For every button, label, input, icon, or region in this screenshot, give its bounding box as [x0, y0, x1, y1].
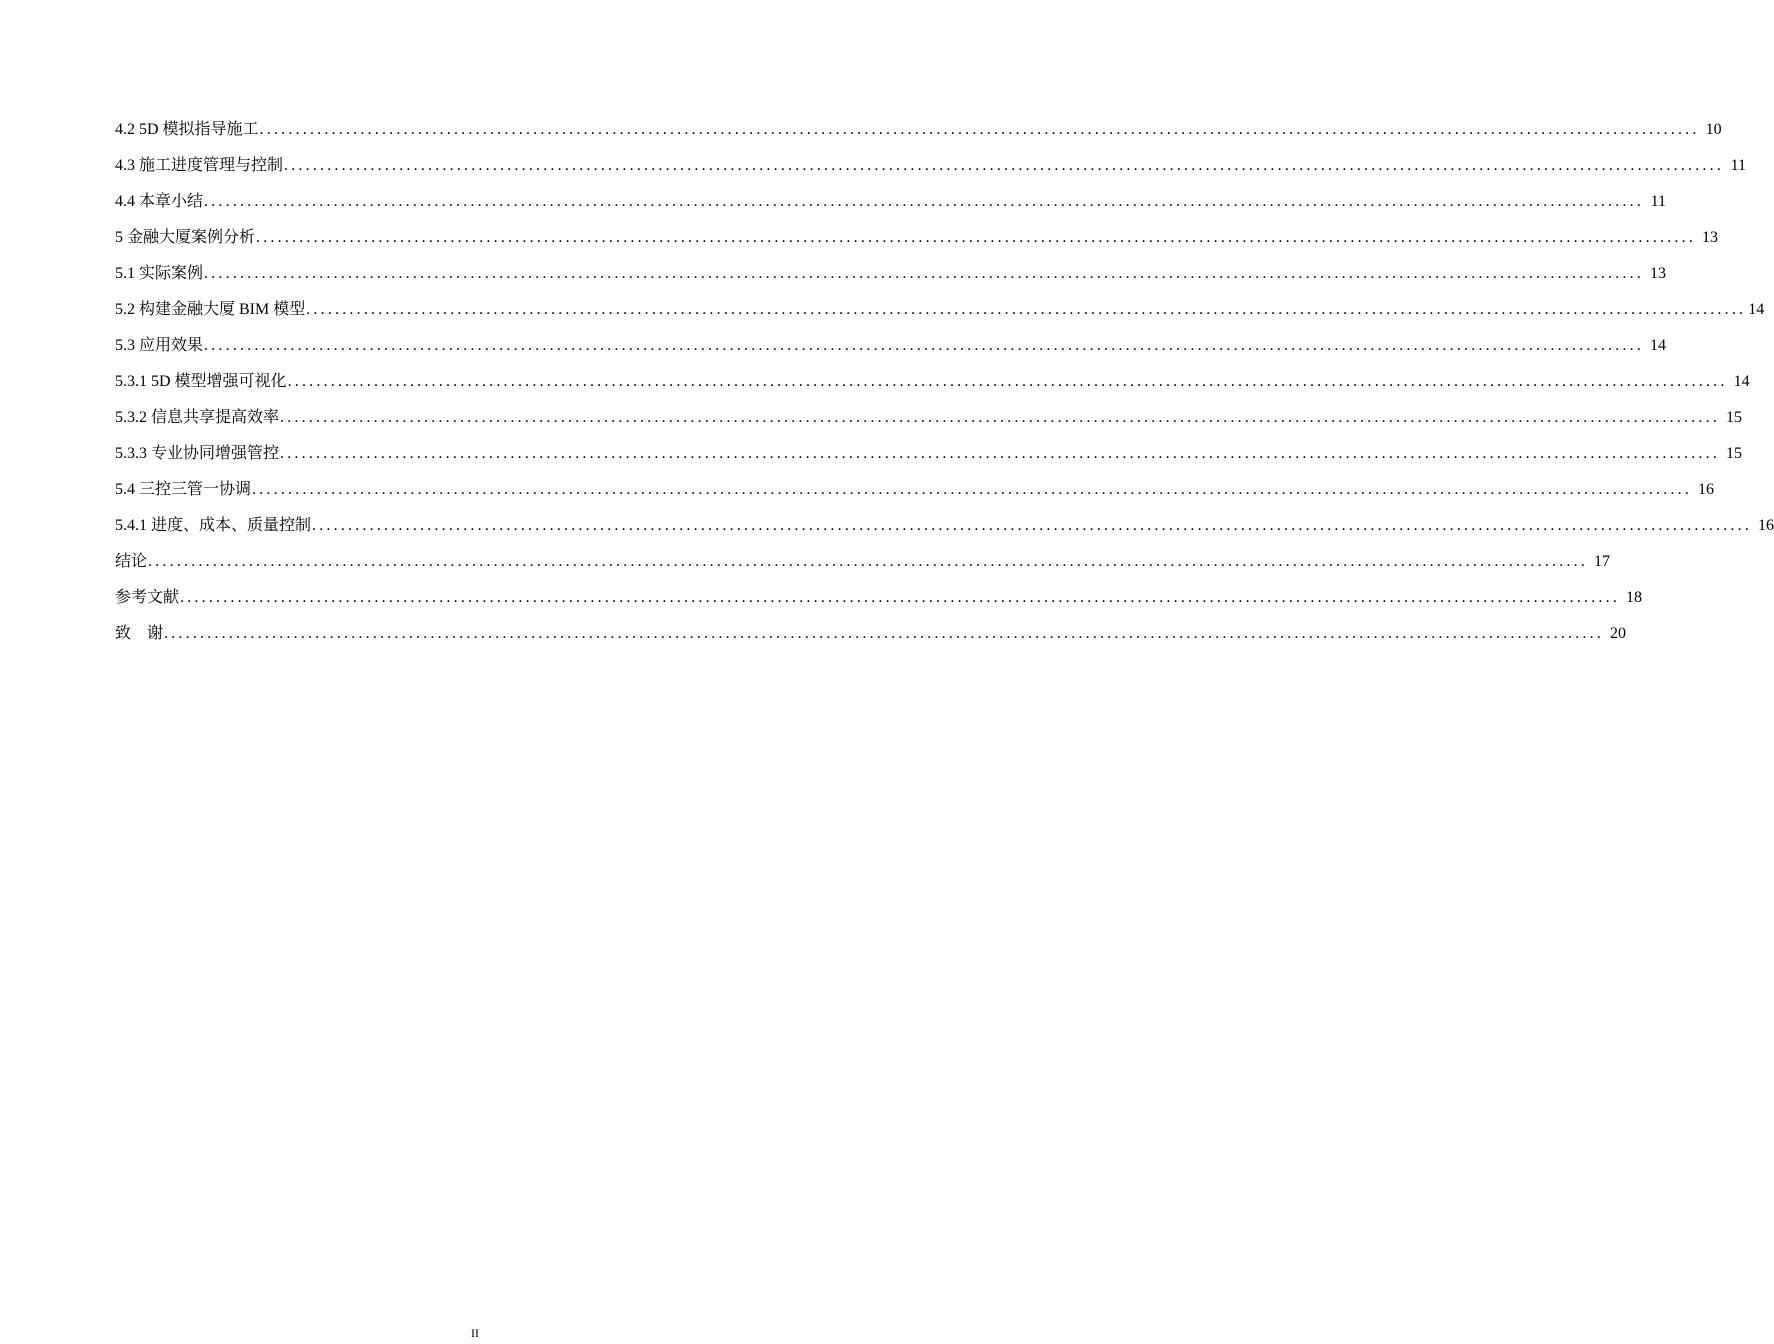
toc-entry-page: 18 — [1626, 589, 1643, 606]
toc-entry-label: 致 谢 — [115, 625, 164, 642]
footer-page-number: II — [471, 1326, 479, 1340]
toc-entry[interactable] — [115, 476, 1715, 512]
toc-dot-leader: ........................................................................................................................................................................................................ — [148, 553, 1589, 570]
toc-dot-leader: ........................................................................................................................................................................................................ — [280, 409, 1721, 426]
toc-entry-page: 16 — [1698, 481, 1715, 498]
toc-entry[interactable] — [115, 332, 1667, 368]
toc-entry-page: 20 — [1610, 625, 1627, 642]
toc-entry-label: 5.3.3 专业协同增强管控 — [115, 445, 280, 462]
toc-entry-label: 5.4.1 进度、成本、质量控制 — [115, 517, 312, 534]
toc-entry-page: 11 — [1650, 193, 1667, 210]
toc-entry-label: 4.3 施工进度管理与控制 — [115, 157, 284, 174]
toc-dot-leader: ........................................................................................................................................................................................................ — [312, 517, 1753, 534]
toc-entry-page: 14 — [1650, 337, 1667, 354]
toc-entry[interactable] — [115, 224, 1719, 260]
toc-dot-leader: ........................................................................................................................................................................................................ — [180, 589, 1621, 606]
toc-dot-leader: ........................................................................................................................................................................................................ — [284, 157, 1725, 174]
toc-dot-leader: ........................................................................................................................................................................................................ — [256, 229, 1697, 246]
toc-entry[interactable] — [115, 152, 1747, 188]
toc-entry-page: 14 — [1748, 301, 1765, 318]
toc-entry-label: 5.1 实际案例 — [115, 265, 204, 282]
toc-entry[interactable] — [115, 512, 1774, 548]
toc-dot-leader: ........................................................................................................................................................................................................ — [259, 121, 1700, 138]
toc-entry-label: 4.4 本章小结 — [115, 193, 204, 210]
toc-entry-label: 5.3.1 5D 模型增强可视化 — [115, 373, 287, 390]
toc-entry-label: 5.3 应用效果 — [115, 337, 204, 354]
toc-entry-page: 15 — [1726, 409, 1743, 426]
toc-entry-page: 15 — [1726, 445, 1743, 462]
toc-entry[interactable] — [115, 368, 1750, 404]
toc-entry[interactable] — [115, 296, 1765, 332]
toc-entry-page: 10 — [1705, 121, 1722, 138]
toc-entry-label: 结论 — [115, 553, 148, 570]
toc-entry-page: 13 — [1650, 265, 1667, 282]
toc-dot-leader: ........................................................................................................................................................................................................ — [287, 373, 1728, 390]
toc-entry-label: 5.2 构建金融大厦 BIM 模型 — [115, 301, 306, 318]
toc-entry-page: 16 — [1758, 517, 1774, 534]
toc-entry-page: 14 — [1733, 373, 1750, 390]
toc-entry-page: 11 — [1730, 157, 1747, 174]
toc-entry[interactable] — [115, 548, 1611, 584]
toc-entry[interactable] — [115, 404, 1743, 440]
toc-entry-page: 13 — [1702, 229, 1719, 246]
toc-dot-leader: ........................................................................................................................................................................................................ — [204, 265, 1645, 282]
toc-dot-leader: ........................................................................................................................................................................................................ — [204, 337, 1645, 354]
toc-entry[interactable] — [115, 260, 1667, 296]
toc-entry[interactable] — [115, 116, 1722, 152]
toc-entry[interactable] — [115, 188, 1667, 224]
toc-entry-page: 17 — [1594, 553, 1611, 570]
toc-entry-label: 5 金融大厦案例分析 — [115, 229, 256, 246]
toc-dot-leader: ........................................................................................................................................................................................................ — [306, 301, 1747, 318]
toc-dot-leader: ........................................................................................................................................................................................................ — [280, 445, 1721, 462]
table-of-contents — [115, 116, 1774, 656]
toc-dot-leader: ........................................................................................................................................................................................................ — [164, 625, 1605, 642]
toc-entry-label: 5.3.2 信息共享提高效率 — [115, 409, 280, 426]
toc-entry[interactable] — [115, 620, 1627, 656]
toc-entry-label: 5.4 三控三管一协调 — [115, 481, 252, 498]
page-footer — [0, 1326, 950, 1340]
toc-dot-leader: ........................................................................................................................................................................................................ — [252, 481, 1693, 498]
toc-entry[interactable] — [115, 440, 1743, 476]
toc-entry[interactable] — [115, 584, 1643, 620]
toc-dot-leader: ........................................................................................................................................................................................................ — [204, 193, 1645, 210]
toc-entry-label: 4.2 5D 模拟指导施工 — [115, 121, 259, 138]
toc-entry-label: 参考文献 — [115, 589, 180, 606]
